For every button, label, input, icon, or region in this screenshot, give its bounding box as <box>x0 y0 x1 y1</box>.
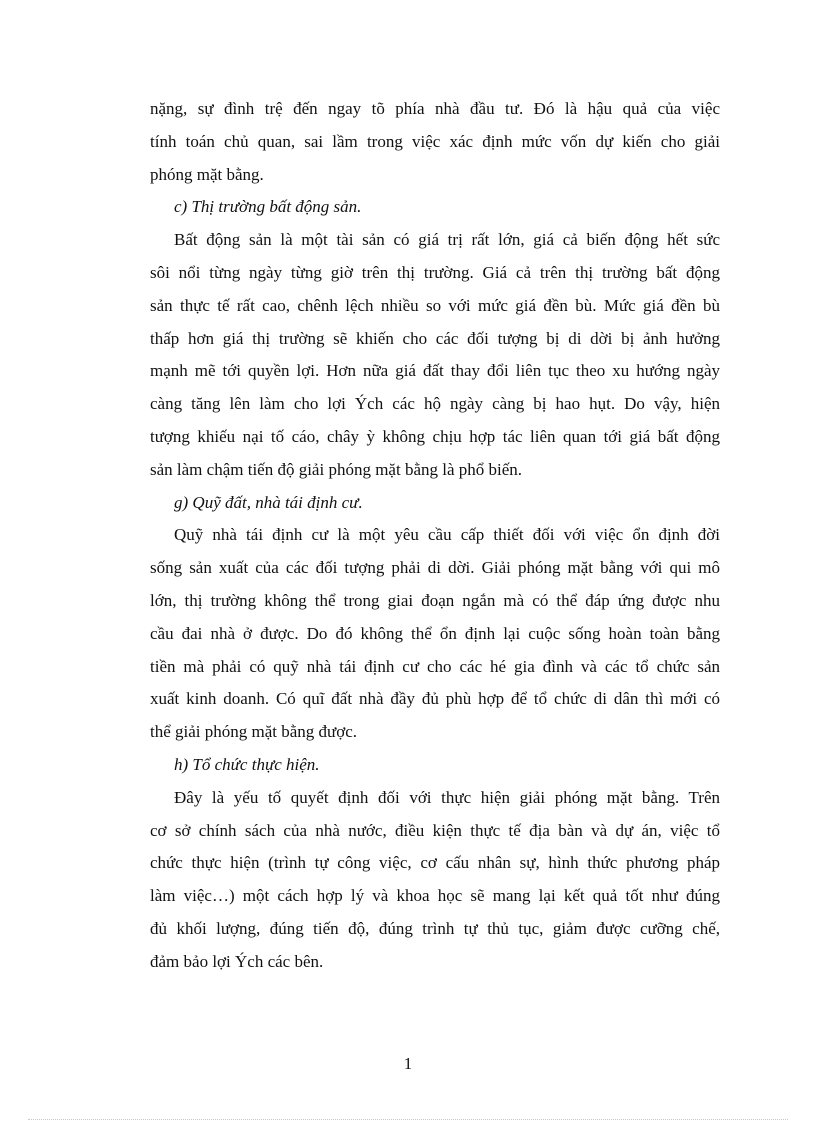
text-line: sản thực tế rất cao, chênh lệch nhiều so với mức giá đền bù. Mức giá đền bù <box>150 295 720 315</box>
text-line: Quỹ nhà tái định cư là một yêu cầu cấp thiết đối với việc ổn định đời <box>174 525 720 545</box>
text-line: sống sản xuất của các đối tượng phải di dời. Giải phóng mặt bằng với qui mô <box>150 558 720 578</box>
text-line: tượng khiếu nại tố cáo, chây ỳ không chịu hợp tác liên quan tới giá bất động <box>150 426 720 446</box>
text-line: đảm bảo lợi Ých các bên. <box>150 951 324 971</box>
section-heading-g: g) Quỹ đất, nhà tái định cư. <box>174 492 363 512</box>
text-line: sôi nổi từng ngày từng giờ trên thị trường. Giá cả trên thị trường bất động <box>150 262 720 282</box>
text-line: cơ sở chính sách của nhà nước, điều kiện thực tế địa bàn và dự án, việc tổ <box>150 820 720 840</box>
document-body <box>150 93 720 979</box>
text-line: đủ khối lượng, đúng tiến độ, đúng trình tự thủ tục, giảm được cưỡng chế, <box>150 918 720 938</box>
text-line: sản làm chậm tiến độ giải phóng mặt bằng là phổ biến. <box>150 459 523 479</box>
text-line: chức thực hiện (trình tự công việc, cơ cấu nhân sự, hình thức phương pháp <box>150 853 720 873</box>
text-line: xuất kinh doanh. Có quĩ đất nhà đầy đủ phù hợp để tổ chức di dân thì mới có <box>150 689 720 709</box>
text-line: mạnh mẽ tới quyền lợi. Hơn nữa giá đất thay đổi liên tục theo xu hướng ngày <box>150 361 720 381</box>
section-heading-h: h) Tổ chức thực hiện. <box>174 754 320 774</box>
section-heading-c: c) Thị trường bất động sản. <box>174 197 362 217</box>
text-line: Bất động sản là một tài sản có giá trị rất lớn, giá cả biến động hết sức <box>174 230 720 250</box>
text-line: thấp hơn giá thị trường sẽ khiến cho các đối tượng bị di dời bị ảnh hưởng <box>150 328 720 348</box>
text-line: lớn, thị trường không thể trong giai đoạn ngắn mà có thể đáp ứng được nhu <box>150 590 720 610</box>
page-number: 1 <box>403 1054 413 1073</box>
text-line: nặng, sự đình trệ đến ngay tõ phía nhà đầu tư. Đó là hậu quả của việc <box>150 99 720 118</box>
page-bottom-border <box>28 1119 788 1120</box>
text-line: càng tăng lên làm cho lợi Ých các hộ ngày càng bị hao hụt. Do vậy, hiện <box>150 394 720 414</box>
text-line: làm việc…) một cách hợp lý và khoa học sẽ mang lại kết quả tốt như đúng <box>150 886 720 906</box>
text-line: thể giải phóng mặt bằng được. <box>150 722 358 742</box>
text-line: Đây là yếu tố quyết định đối với thực hiện giải phóng mặt bằng. Trên <box>174 787 720 807</box>
text-line: tính toán chủ quan, sai lầm trong việc xác định mức vốn dự kiến cho giải <box>150 131 720 151</box>
text-line: tiền mà phải có quỹ nhà tái định cư cho các hé gia đình và các tổ chức sản <box>150 656 720 676</box>
text-line: phóng mặt bằng. <box>150 164 264 184</box>
text-line: cầu đai nhà ở được. Do đó không thể ổn định lại cuộc sống hoàn toàn bằng <box>150 623 720 643</box>
